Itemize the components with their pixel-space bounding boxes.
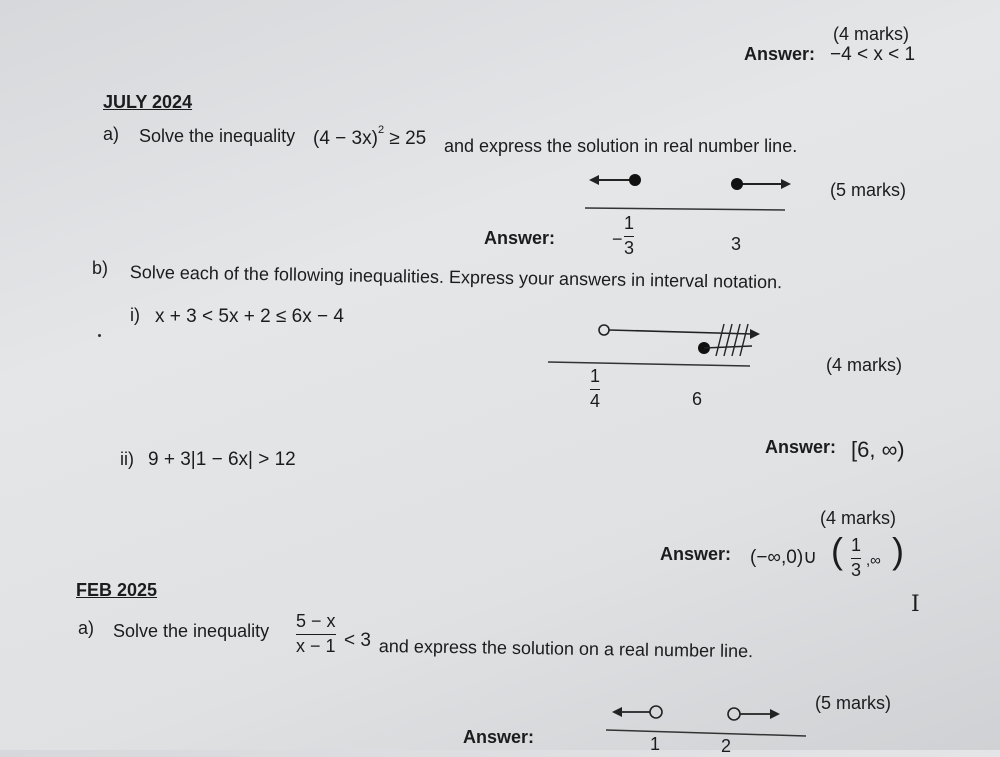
fraction-numerator: 1 bbox=[851, 535, 862, 555]
hatch-2 bbox=[724, 324, 732, 356]
number-line-b-i bbox=[548, 320, 768, 370]
question-a-expression bbox=[313, 124, 427, 150]
answer-fraction-b-ii bbox=[851, 536, 861, 581]
stray-mark bbox=[98, 334, 101, 337]
question-a-text: Solve the inequality bbox=[139, 126, 296, 146]
question-b-label: b) bbox=[92, 258, 109, 278]
tick-left-fraction-b-i bbox=[590, 367, 600, 412]
question-a-label: a) bbox=[103, 124, 120, 144]
tick-left-sign-a: − bbox=[612, 229, 623, 249]
fraction-numerator: 5 − x bbox=[296, 611, 336, 631]
question-b-ii-expression: 9 + 3|1 − 6x| > 12 bbox=[148, 449, 296, 470]
fraction-bar bbox=[851, 558, 861, 560]
feb-question-a-text-after: and express the solution on a real number line. bbox=[378, 636, 754, 662]
number-line-a bbox=[585, 168, 825, 218]
question-b-text: Solve each of the following inequalities. Express your answers in interval notation. bbox=[129, 262, 783, 293]
top-marks: (4 marks) bbox=[833, 24, 909, 44]
open-paren: ( bbox=[831, 530, 843, 571]
left-arrowhead bbox=[612, 707, 622, 717]
tick-right-a: 3 bbox=[731, 234, 742, 254]
hatch-1 bbox=[716, 324, 724, 356]
question-b-ii-label: ii) bbox=[120, 449, 134, 469]
section-heading-feb: FEB 2025 bbox=[76, 580, 158, 600]
fraction-denominator: 3 bbox=[624, 238, 635, 259]
expression-exponent: 2 bbox=[377, 124, 385, 136]
fraction-numerator: 1 bbox=[590, 366, 601, 386]
right-arrowhead bbox=[781, 179, 791, 189]
answer-label-b-i: Answer: bbox=[765, 437, 837, 457]
expression-relation: ≥ 25 bbox=[389, 128, 427, 149]
answer-value-b-ii-post: ,∞ bbox=[866, 552, 881, 569]
fraction-denominator: 3 bbox=[851, 560, 862, 581]
fraction-bar bbox=[296, 634, 336, 636]
feb-relation: < 3 bbox=[344, 630, 371, 651]
expression-base: (4 − 3x) bbox=[313, 128, 378, 149]
answer-value-b-ii-pre: (−∞,0)∪ bbox=[750, 547, 818, 568]
feb-marks: (5 marks) bbox=[815, 693, 891, 713]
fraction-denominator: x − 1 bbox=[296, 636, 336, 657]
fraction-bar bbox=[590, 389, 600, 391]
axis-line bbox=[548, 362, 750, 366]
open-dot-right bbox=[728, 708, 740, 720]
marks-b-ii: (4 marks) bbox=[820, 508, 896, 528]
feb-tick-right: 2 bbox=[721, 736, 732, 756]
lower-ray bbox=[704, 346, 752, 348]
hatch-4 bbox=[740, 324, 748, 356]
question-a-text-after: and express the solution in real number line. bbox=[444, 136, 798, 156]
answer-label-b-ii: Answer: bbox=[660, 544, 732, 564]
marks-b-i: (4 marks) bbox=[826, 355, 902, 375]
top-answer-value: −4 < x < 1 bbox=[830, 44, 916, 65]
section-heading-july: JULY 2024 bbox=[103, 92, 193, 112]
fraction-numerator: 1 bbox=[624, 213, 635, 233]
tick-left-fraction-a bbox=[624, 214, 634, 259]
close-paren: ) bbox=[892, 530, 904, 571]
upper-arrowhead bbox=[750, 329, 760, 339]
answer-label-a: Answer: bbox=[484, 228, 556, 248]
question-b-i-expression: x + 3 < 5x + 2 ≤ 6x − 4 bbox=[155, 306, 344, 327]
marks-a: (5 marks) bbox=[830, 180, 906, 200]
question-b-i-label: i) bbox=[130, 305, 140, 325]
feb-question-a-label: a) bbox=[78, 618, 95, 638]
axis-line bbox=[585, 208, 785, 210]
feb-fraction bbox=[296, 612, 336, 657]
axis-line bbox=[606, 730, 806, 736]
tick-right-b-i: 6 bbox=[692, 389, 703, 409]
feb-answer-label: Answer: bbox=[463, 727, 535, 747]
right-arrowhead bbox=[770, 709, 780, 719]
feb-tick-left: 1 bbox=[650, 734, 661, 754]
number-line-feb bbox=[606, 700, 826, 740]
open-dot-left bbox=[650, 706, 662, 718]
open-dot-left bbox=[599, 325, 609, 335]
closed-dot-left bbox=[629, 174, 641, 186]
feb-question-a-text: Solve the inequality bbox=[113, 621, 270, 641]
hatch-3 bbox=[732, 324, 740, 356]
fraction-bar bbox=[624, 236, 634, 238]
top-answer-label: Answer: bbox=[744, 44, 816, 64]
answer-value-b-i: [6, ∞) bbox=[851, 437, 905, 462]
left-arrowhead bbox=[589, 175, 599, 185]
fraction-denominator: 4 bbox=[590, 391, 601, 412]
closed-dot-right bbox=[731, 178, 743, 190]
cursor-text-icon: I bbox=[911, 592, 920, 617]
